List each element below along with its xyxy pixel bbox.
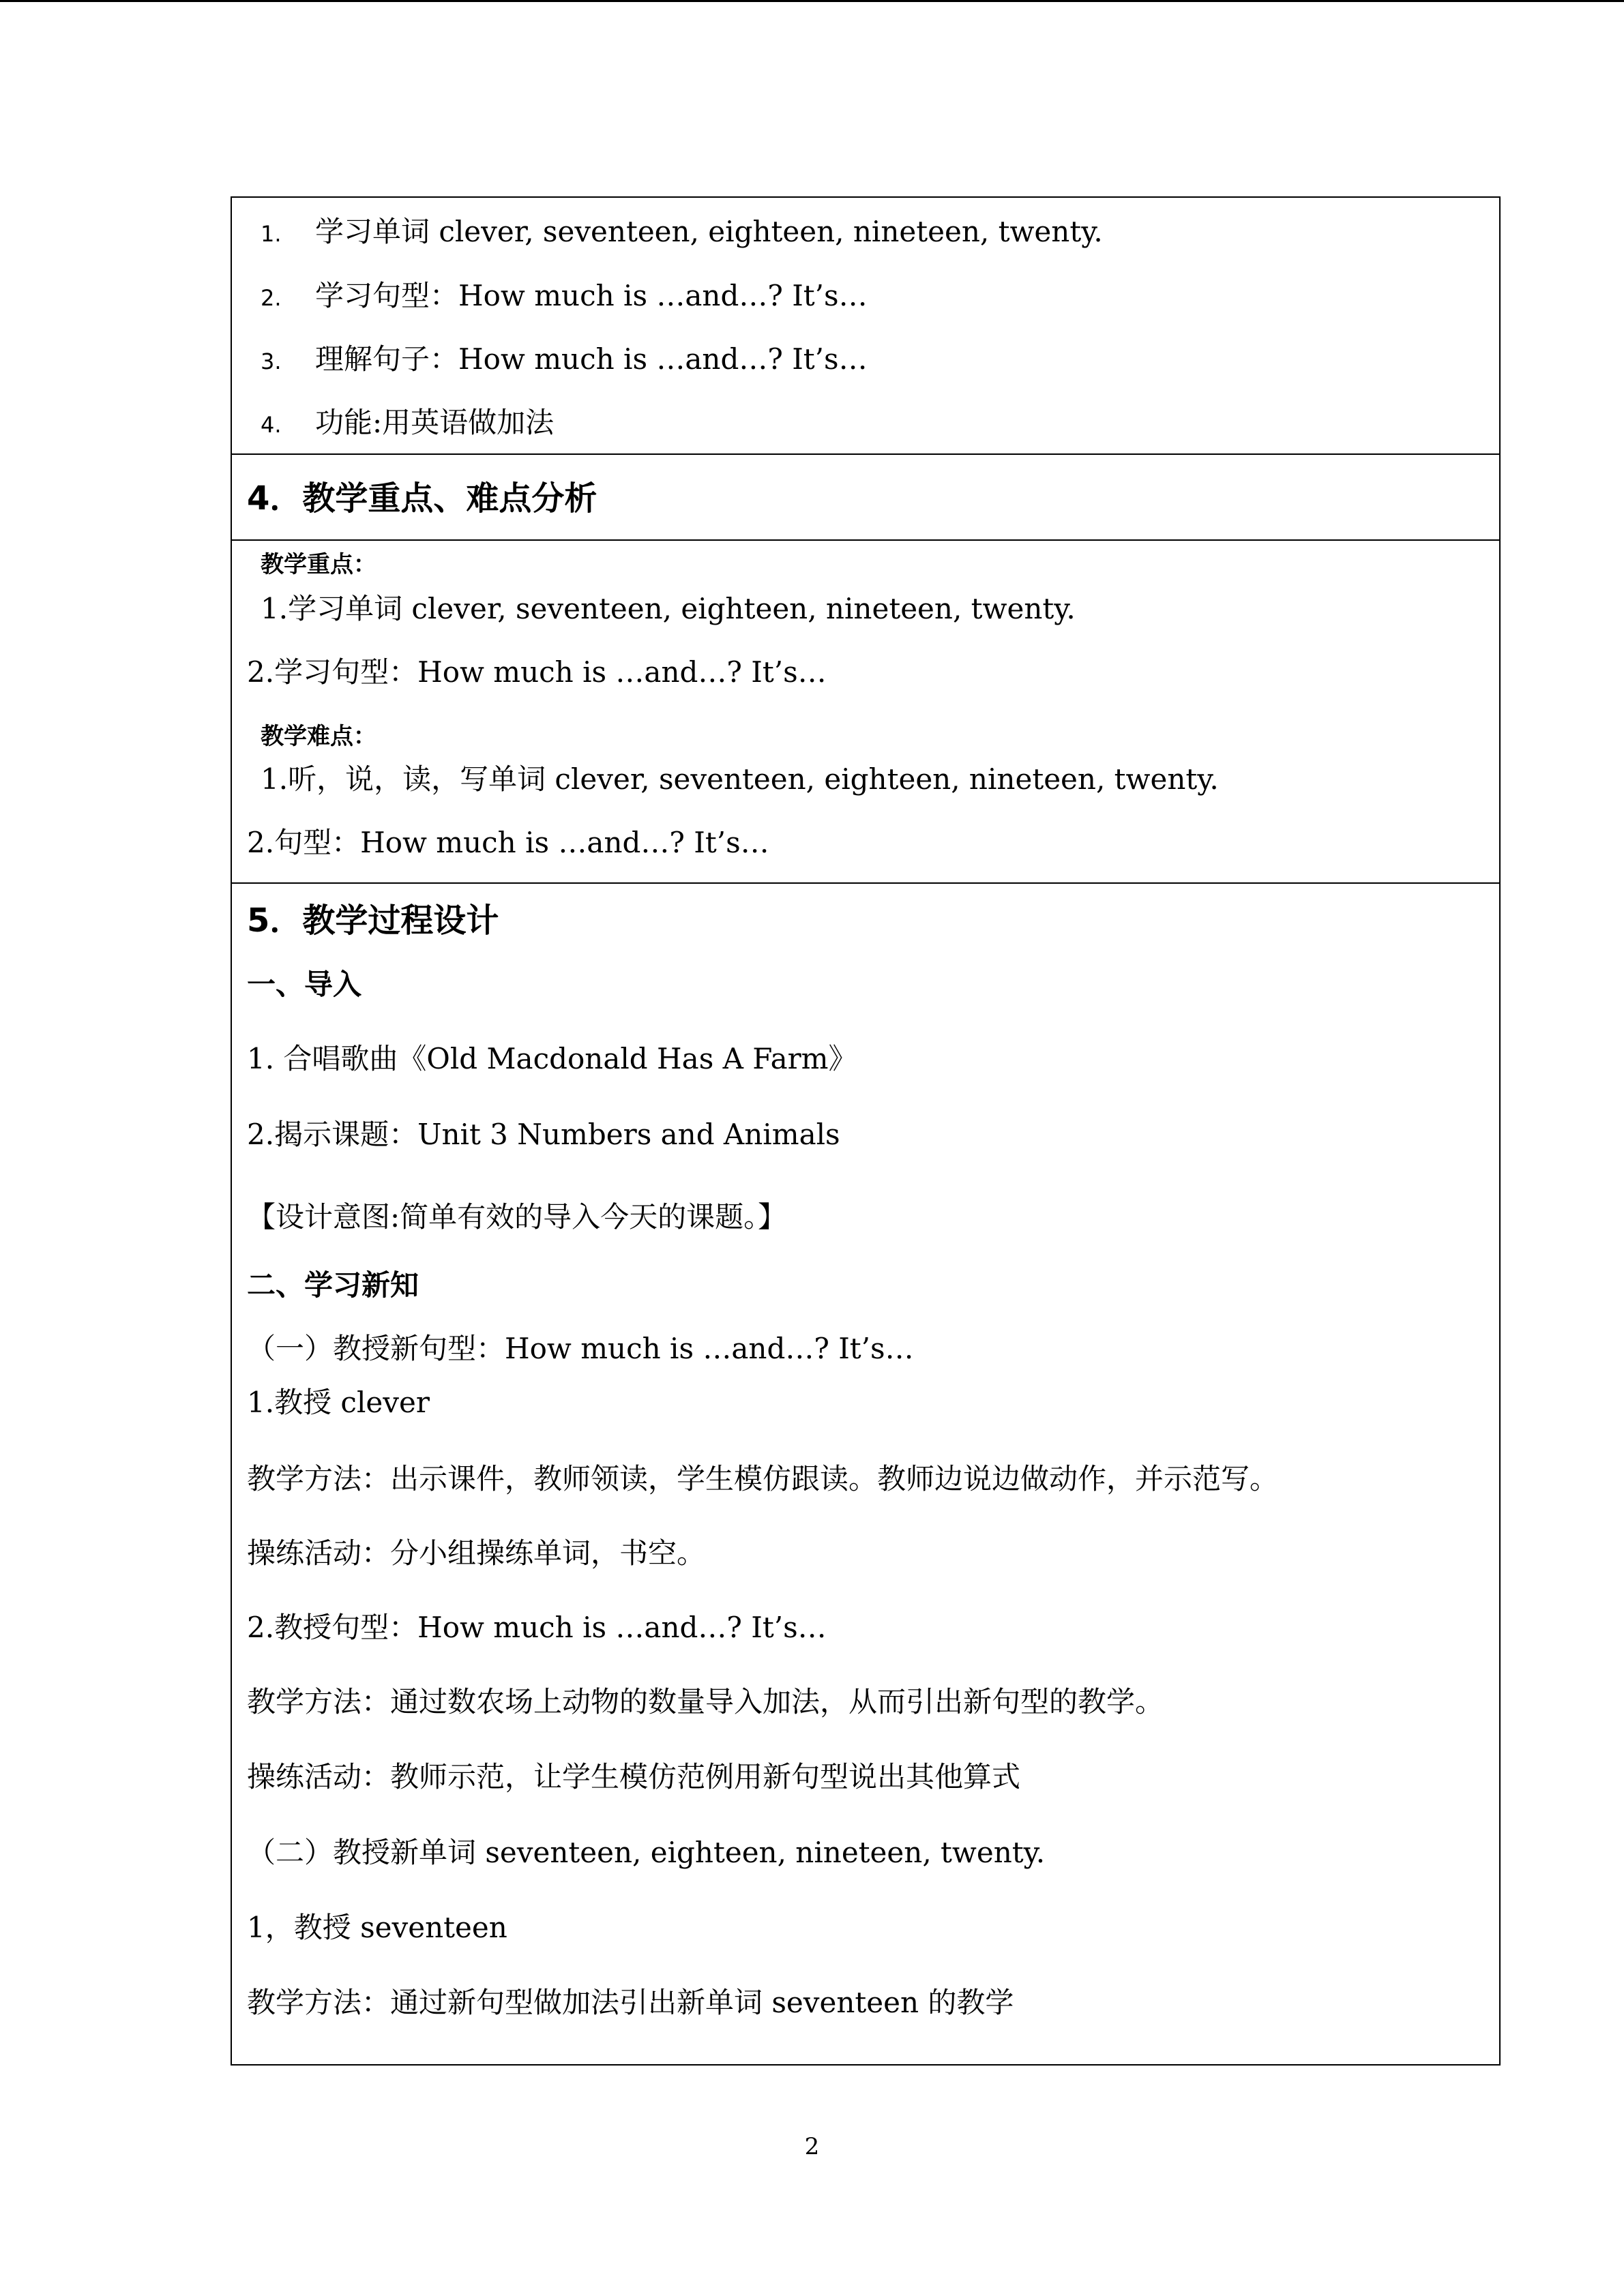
- process-line-7: 操练活动：教师示范，让学生模仿范例用新句型说出其他算式: [247, 1760, 1021, 1793]
- objective-number: 1.: [261, 221, 282, 247]
- process-design-cell: [232, 884, 1499, 2064]
- process-line-1: （一）教授新句型：How much is …and…? It’s…: [247, 1332, 914, 1365]
- process-line-5: 2.教授句型：How much is …and…? It’s…: [247, 1611, 827, 1644]
- objectives-cell: [232, 198, 1499, 455]
- difficult-points-label: 教学难点：: [261, 723, 377, 750]
- process-line-10: 教学方法：通过新句型做加法引出新单词 seventeen 的教学: [247, 1986, 1014, 2019]
- objective-text: 功能:用英语做加法: [315, 406, 555, 439]
- difficult-point-item-2: 2.句型：How much is …and…? It’s…: [247, 826, 769, 859]
- part2-title: 二、学习新知: [247, 1268, 419, 1302]
- top-border-line: [0, 0, 1624, 2]
- objective-number: 3.: [261, 348, 282, 374]
- process-line-8: （二）教授新单词 seventeen, eighteen, nineteen, twenty.: [247, 1836, 1046, 1869]
- lesson-plan-table: [231, 196, 1501, 2066]
- process-line-6: 教学方法：通过数农场上动物的数量导入加法，从而引出新句型的教学。: [247, 1685, 1164, 1718]
- part1-item-1: 1. 合唱歌曲《Old Macdonald Has A Farm》: [247, 1042, 857, 1075]
- process-line-2: 1.教授 clever: [247, 1386, 430, 1419]
- part1-title: 一、导入: [247, 968, 362, 1001]
- process-line-4: 操练活动：分小组操练单词，书空。: [247, 1536, 706, 1570]
- difficult-point-item-1: 1.听，说，读，写单词 clever, seventeen, eighteen, nineteen, twenty.: [261, 762, 1219, 796]
- objective-number: 2.: [261, 285, 282, 311]
- design-intent-note: 【设计意图:简单有效的导入今天的课题。】: [247, 1200, 787, 1234]
- objective-item-1: [261, 215, 1103, 251]
- objective-text: 理解句子：How much is …and…? It’s…: [315, 342, 868, 376]
- key-points-label: 教学重点：: [261, 551, 377, 578]
- section4-heading-cell: [232, 455, 1499, 541]
- objective-text: 学习句型：How much is …and…? It’s…: [315, 279, 868, 312]
- objective-item-4: [261, 406, 554, 442]
- key-point-item-2: 2.学习句型：How much is …and…? It’s…: [247, 655, 827, 689]
- section4-heading: 4．教学重点、难点分析: [247, 479, 597, 518]
- process-line-9: 1，教授 seventeen: [247, 1911, 507, 1944]
- objective-item-3: [261, 342, 868, 378]
- objective-number: 4.: [261, 412, 282, 438]
- key-point-item-1: 1.学习单词 clever, seventeen, eighteen, nineteen, twenty.: [261, 592, 1076, 625]
- objective-text: 学习单词 clever, seventeen, eighteen, nineteen, twenty.: [315, 215, 1103, 248]
- process-line-3: 教学方法：出示课件，教师领读，学生模仿跟读。教师边说边做动作，并示范写。: [247, 1462, 1279, 1495]
- page-number: 2: [804, 2133, 820, 2160]
- section5-heading: 5．教学过程设计: [247, 901, 499, 940]
- part1-item-2: 2.揭示课题：Unit 3 Numbers and Animals: [247, 1118, 840, 1151]
- objective-item-2: [261, 279, 868, 315]
- key-points-cell: [232, 541, 1499, 884]
